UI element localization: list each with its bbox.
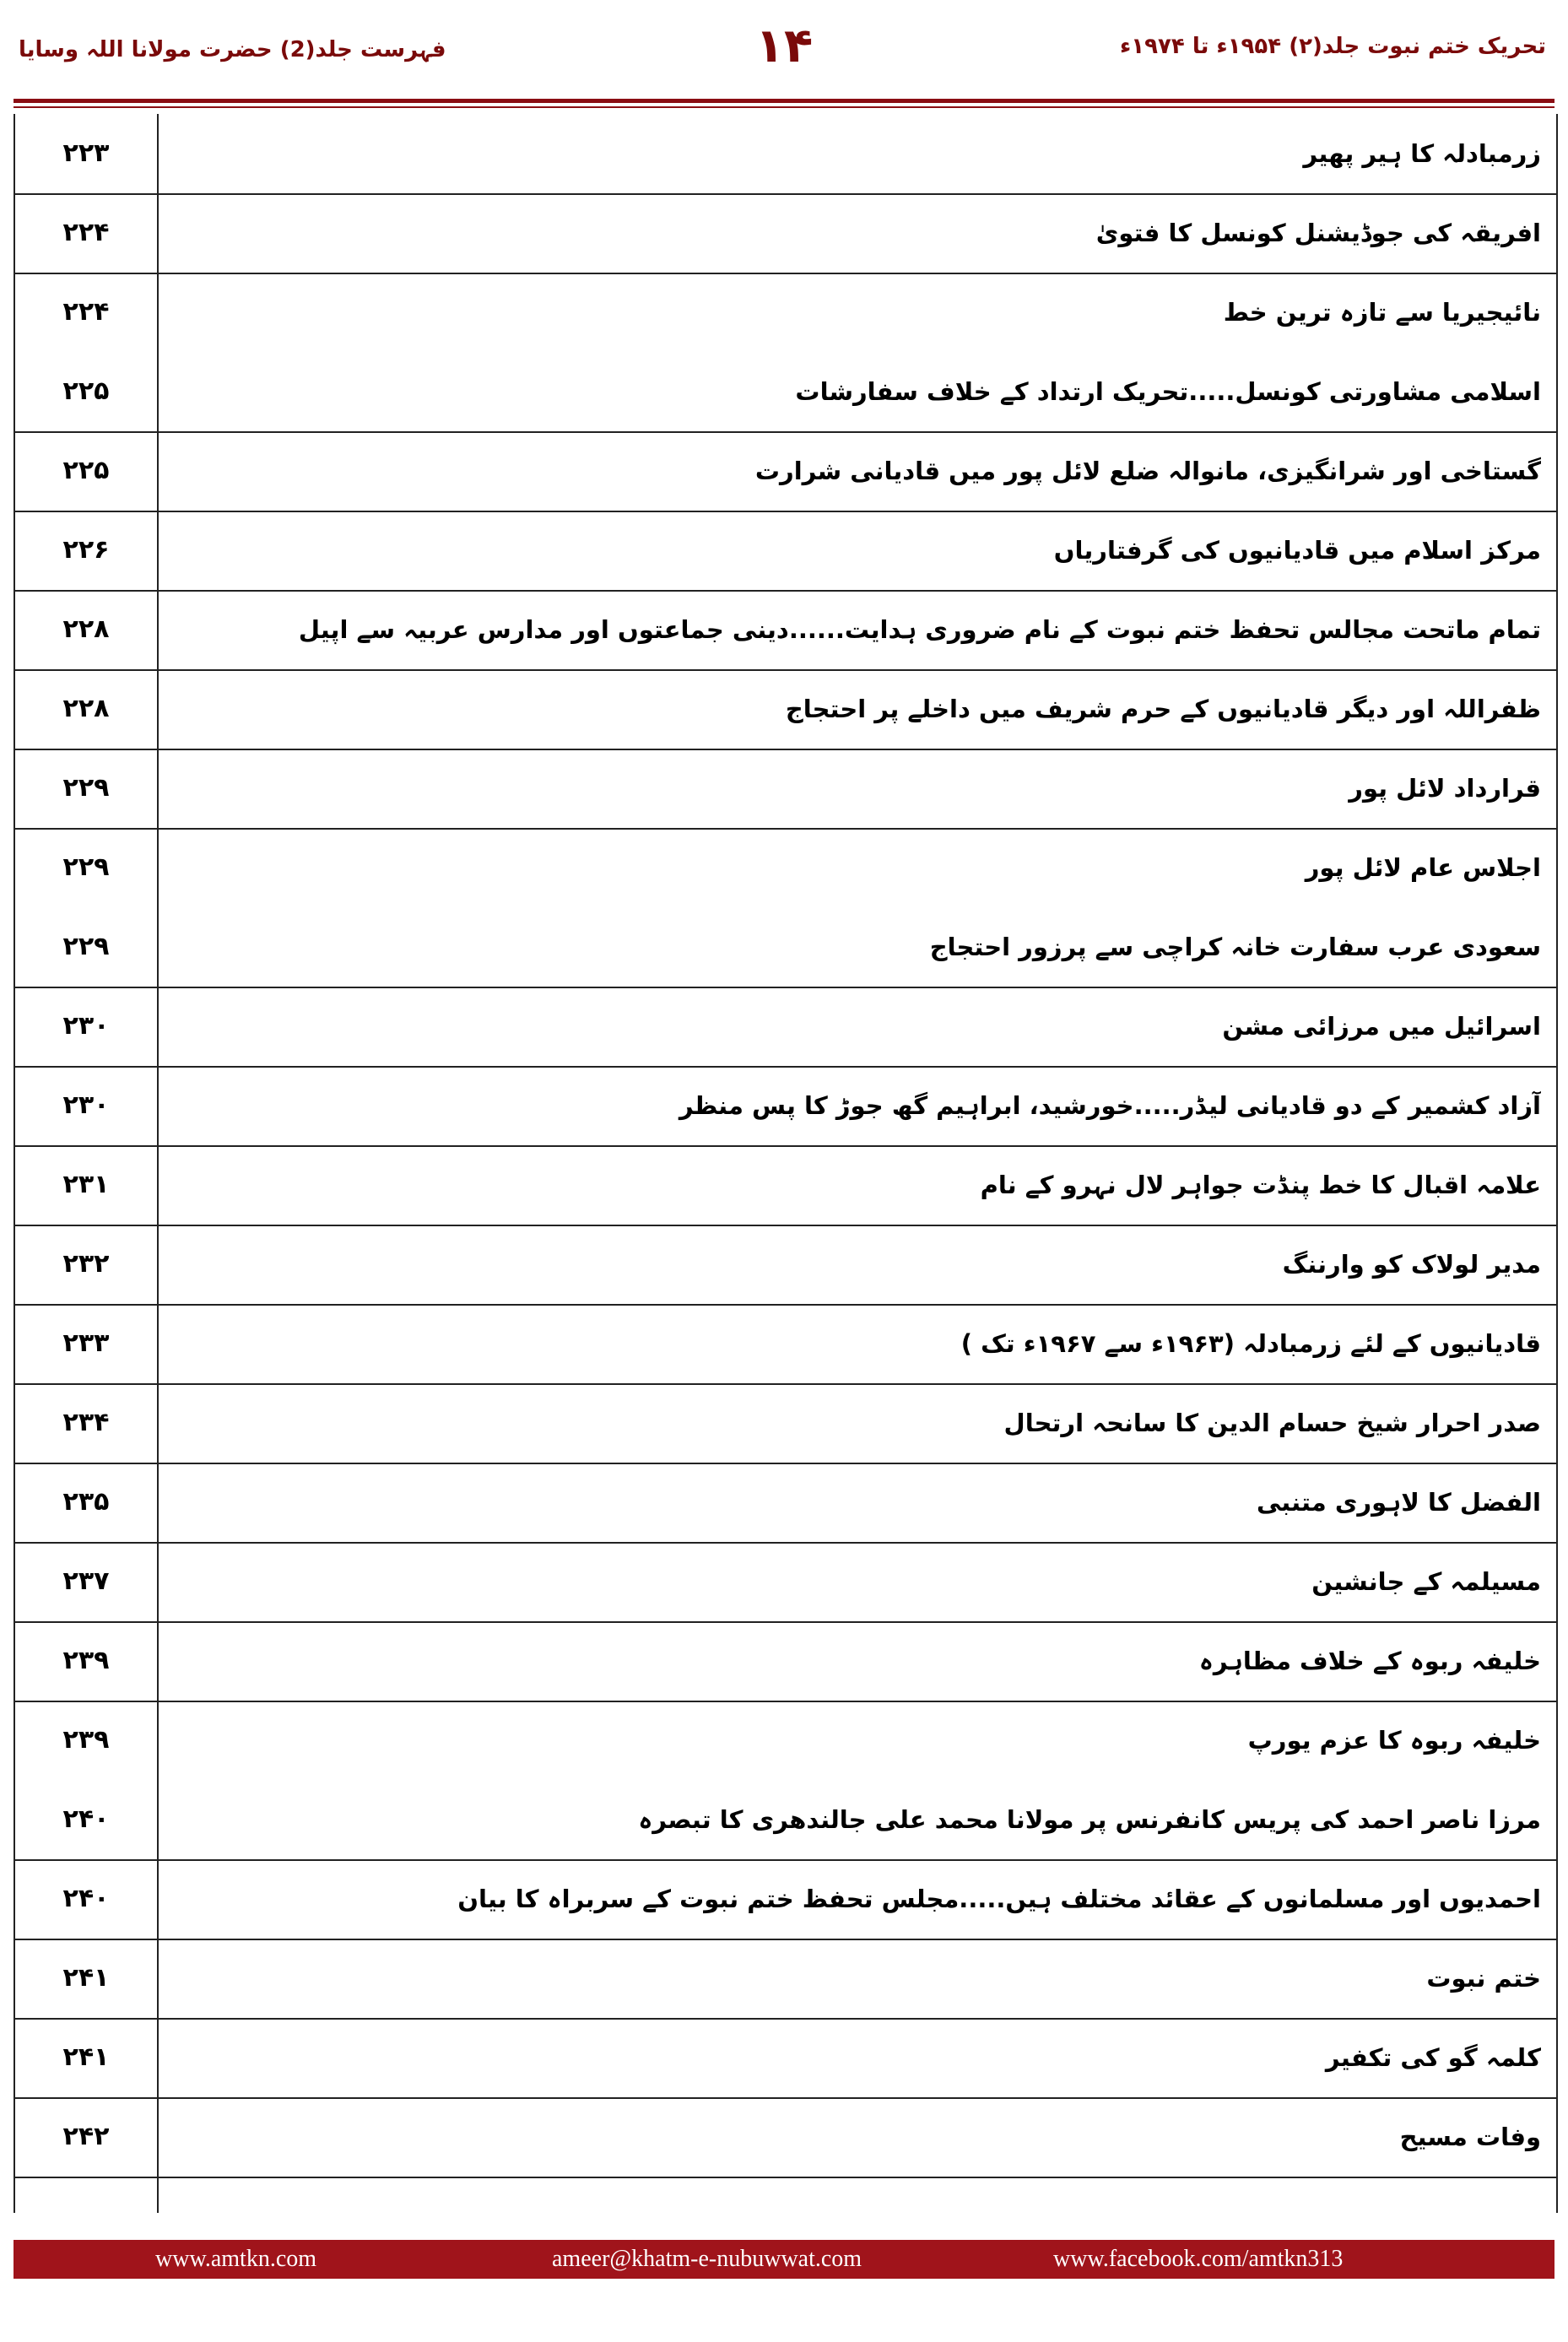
toc-page-number: ۲۲۳ — [62, 138, 110, 168]
toc-entry-title: قادیانیوں کے لئے زرمبادلہ (۱۹۶۳ء سے ۱۹۶۷ء تک ) — [960, 1329, 1541, 1358]
toc-entry-title: مرزا ناصر احمد کی پریس کانفرنس پر مولانا محمد علی جالندھری کا تبصرہ — [638, 1805, 1541, 1834]
footer-email-link[interactable]: ameer@khatm-e-nubuwwat.com — [552, 2246, 862, 2272]
toc-entry-title: خلیفہ ربوہ کا عزم یورپ — [1247, 1726, 1541, 1755]
toc-row — [15, 1066, 1556, 1147]
toc-row — [15, 1780, 1556, 1861]
toc-entry-title: تمام ماتحت مجالس تحفظ ختم نبوت کے نام ضروری ہدایت......دینی جماعتوں اور مدارس عربیہ سے اپیل — [298, 615, 1541, 644]
toc-row — [15, 1859, 1556, 1940]
toc-row — [15, 193, 1556, 274]
toc-entry-title: اسلامی مشاورتی کونسل.....تحریک ارتداد کے خلاف سفارشات — [795, 377, 1541, 406]
toc-row — [15, 1383, 1556, 1464]
toc-entry-title: آزاد کشمیر کے دو قادیانی لیڈر.....خورشید، ابراہیم گھ جوڑ کا پس منظر — [679, 1091, 1541, 1120]
toc-page-number: ۲۳۳ — [62, 1328, 110, 1358]
toc-row — [15, 1145, 1556, 1226]
book-title: تحریک ختم نبوت جلد(۲) ۱۹۵۴ء تا ۱۹۷۴ء — [1119, 34, 1546, 59]
toc-row — [15, 669, 1556, 750]
toc-page-number: ۲۴۰ — [62, 1804, 110, 1834]
header-rule-thick — [14, 99, 1554, 103]
toc-page-number: ۲۲۴ — [62, 297, 110, 327]
toc-page-number: ۲۴۱ — [62, 2042, 110, 2072]
toc-row — [15, 352, 1556, 433]
toc-page-number: ۲۳۴ — [62, 1408, 110, 1437]
toc-page-number: ۲۴۰ — [62, 1884, 110, 1913]
toc-entry-title: اسرائیل میں مرزائی مشن — [1222, 1012, 1541, 1041]
page-header — [0, 0, 1568, 101]
toc-page-number: ۲۳۷ — [62, 1566, 110, 1596]
toc-page-number: ۲۳۲ — [62, 1249, 110, 1279]
toc-entry-title: احمدیوں اور مسلمانوں کے عقائد مختلف ہیں.....مجلس تحفظ ختم نبوت کے سربراہ کا بیان — [457, 1885, 1541, 1913]
toc-page-number: ۲۳۱ — [62, 1170, 110, 1199]
toc-entry-title: ختم نبوت — [1426, 1964, 1541, 1993]
toc-row — [15, 749, 1556, 830]
page-footer — [14, 2240, 1554, 2279]
toc-entry-title: علامہ اقبال کا خط پنڈت جواہر لال نہرو کے نام — [980, 1171, 1541, 1199]
toc-page-number: ۲۳۹ — [62, 1646, 110, 1675]
toc-page-number: ۲۳۹ — [62, 1725, 110, 1755]
toc-page-number: ۲۴۱ — [62, 1963, 110, 1993]
toc-entry-title: مدیر لولاک کو وارننگ — [1282, 1250, 1541, 1279]
toc-entry-title: الفضل کا لاہوری متنبی — [1256, 1488, 1541, 1517]
toc-row — [15, 511, 1556, 592]
toc-entry-title: زرمبادلہ کا ہیر پھیر — [1303, 139, 1541, 168]
toc-row — [15, 1304, 1556, 1385]
toc-row — [15, 2097, 1556, 2178]
toc-entry-title: سعودی عرب سفارت خانہ کراچی سے پرزور احتجاج — [929, 933, 1541, 961]
toc-row — [15, 1621, 1556, 1702]
toc-page-number: ۲۴۲ — [62, 2122, 110, 2151]
footer-facebook-link[interactable]: www.facebook.com/amtkn313 — [1053, 2246, 1344, 2272]
toc-row — [15, 1225, 1556, 1306]
table-of-contents — [14, 114, 1558, 2213]
toc-entry-title: ظفراللہ اور دیگر قادیانیوں کے حرم شریف میں داخلے پر احتجاج — [785, 695, 1541, 723]
toc-entry-title: قرارداد لائل پور — [1349, 774, 1541, 803]
toc-page-number: ۲۲۸ — [62, 694, 110, 723]
toc-row — [15, 907, 1556, 988]
toc-page-number: ۲۲۶ — [62, 535, 110, 565]
toc-page-number: ۲۳۰ — [62, 1090, 110, 1120]
toc-page-number: ۲۲۴ — [62, 218, 110, 247]
toc-entry-title: صدر احرار شیخ حسام الدین کا سانحہ ارتحال — [1003, 1409, 1541, 1437]
toc-row — [15, 1542, 1556, 1623]
index-label: فہرست جلد(2) حضرت مولانا اللہ وسایا — [19, 37, 446, 62]
toc-entry-title: گستاخی اور شرانگیزی، مانوالہ ضلع لائل پور میں قادیانی شرارت — [754, 457, 1541, 485]
toc-row — [15, 987, 1556, 1068]
toc-row — [15, 431, 1556, 512]
toc-entry-title: نائیجیریا سے تازہ ترین خط — [1223, 298, 1541, 327]
toc-row — [15, 590, 1556, 671]
toc-page-number: ۲۲۹ — [62, 932, 110, 961]
toc-entry-title: افریقہ کی جوڈیشنل کونسل کا فتویٰ — [1095, 219, 1541, 247]
page-number: ۱۴ — [754, 19, 814, 73]
toc-page-number: ۲۲۵ — [62, 376, 110, 406]
toc-row — [15, 1463, 1556, 1544]
toc-entry-title: وفات مسیح — [1399, 2123, 1541, 2151]
toc-row — [15, 828, 1556, 907]
toc-row — [15, 1939, 1556, 2020]
toc-entry-title: اجلاس عام لائل پور — [1305, 853, 1541, 882]
toc-entry-title: خلیفہ ربوہ کے خلاف مظاہرہ — [1198, 1647, 1541, 1675]
toc-row — [15, 273, 1556, 352]
toc-page-number: ۲۲۹ — [62, 852, 110, 882]
toc-page-number: ۲۲۸ — [62, 614, 110, 644]
toc-entry-title: مسیلمہ کے جانشین — [1311, 1567, 1541, 1596]
toc-page-number: ۲۳۵ — [62, 1487, 110, 1517]
toc-row — [15, 1701, 1556, 1780]
toc-row — [15, 2018, 1556, 2099]
footer-website-link[interactable]: www.amtkn.com — [155, 2246, 317, 2272]
toc-page-number: ۲۲۹ — [62, 773, 110, 803]
toc-row — [15, 114, 1556, 195]
toc-entry-title: مرکز اسلام میں قادیانیوں کی گرفتاریاں — [1053, 536, 1541, 565]
toc-page-number: ۲۳۰ — [62, 1011, 110, 1041]
toc-page-number: ۲۲۵ — [62, 456, 110, 485]
header-rule-thin — [14, 106, 1554, 108]
toc-entry-title: کلمہ گو کی تکفیر — [1325, 2043, 1541, 2072]
